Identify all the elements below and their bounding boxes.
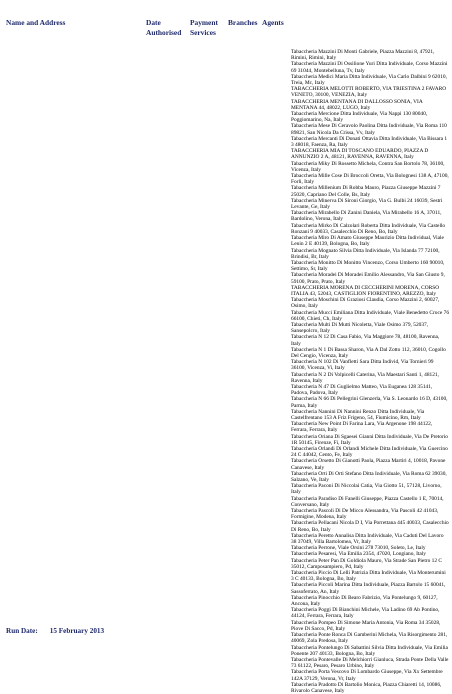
agent-entry: Tabaccheria Mese Di Ceravolo Paolina Ditta Individuale, Via Roma 110 89821, San Nicola Da Crissa, Vv, Italy: [291, 123, 447, 136]
agent-entry: TABACCHERIA MENTANA DI DALLOSSO SONIA, VIA MENTANA 44, 48022, LUGO, Italy: [291, 98, 423, 111]
agent-entry: Tabaccheria Peter Pan Di Goldiola Mauro, Via Strade San Pietro 12 C 35012, Camposampiero, Pd, Italy: [291, 557, 442, 570]
column-header-date-authorised: Date Authorised: [146, 18, 182, 37]
agent-entry: Tabaccheria Paradiso Di Fanelli Giuseppe, Piazza Castello 1 E, 70014, Conversano, Italy: [291, 495, 444, 508]
agent-entry: Tabaccheria Miky Di Rossetto Michela, Contra San Bortolo 78, 36100, Vicenza, Italy: [291, 160, 445, 173]
agent-entry: Tabaccheria Pellacani Nicola D I, Via Porrettana 445 40033, Casalecchio Di Reno, Bo, Italy: [291, 520, 449, 533]
agent-entry: Tabaccheria Mercione Ditta Individuale, Via Nappi 130 80040, Poggiomarino, Na, Italy: [291, 111, 428, 124]
run-date-value: 15 February 2013: [49, 627, 105, 635]
agent-entry: TABACCHERIA MIA DI TOSCANO EDUARDO, PIAZZA D ANNUNZIO 2 A, 48121, RAVENNA, RAVENNA, Italy: [291, 148, 429, 161]
agent-entry: Tabaccheria Mirko Di Calzolari Roberta Ditta Individuale, Via Castello Ronzani 9 40033, Casalecchio Di Reno, Bo, Italy: [291, 222, 446, 235]
agent-entry: Tabaccheria Moradei Di Moradei Emilio Alessandro, Via San Giusto 9, 59100, Prato, Prato, Italy: [291, 272, 445, 285]
agent-entry: Tabaccheria Pesaresi, Via Emilia 2354, 47020, Longiano, Italy: [291, 551, 426, 558]
agent-entry: Tabaccheria Mazzini Di Ossilione Yuri Ditta Individuale, Corso Mazzini 69 31044, Montebelluna, Tv, Italy: [291, 61, 448, 74]
agent-entry: Tabaccheria Mille Cose Di Broccoli Oretta, Via Bolognesi 138 A, 47100, Forli, Italy: [291, 173, 449, 186]
agent-entry: Tabaccheria Pascoli Di De Micco Alessandra, Via Pascoli 42 41043, Formigine, Modena, Italy: [291, 508, 439, 521]
column-header-agents: Agents: [262, 18, 284, 27]
agent-entry: Tabaccheria Mercanti Di Donati Ottavia Ditta Individuale, Via Bissara 1 3 48018, Faenza, Ra, Italy: [291, 135, 448, 149]
agent-entry: Tabaccheria N 1 Di Bassa Sharon, Via A Dal Zotto 112, 36010, Cogollo Del Cengio, Vicenza, Italy: [291, 346, 446, 359]
agent-entry: Tabaccheria Mirabello Di Zanini Daniela, Via Mirabello 16 A, 37011, Bardolino, Verona, Italy: [291, 210, 442, 223]
agent-entry: Tabaccheria Peretto Annalisa Ditta Individuale, Via Caduti Del Lavoro 38 37049, Villa Bartolomea, Vr, Italy: [291, 532, 444, 546]
agents-list: [291, 49, 449, 694]
agent-entry: Tabaccheria N 102 Di Vanfletti Sara Ditta Individ, Via Tornieri 99 36100, Vicenza, Vi, Italy: [291, 359, 434, 372]
agent-entry: Tabaccheria Piccoli Marina Ditta Individuale, Piazza Bartolo 15 60041, Sassoferrato, An, Italy: [291, 582, 446, 595]
agent-entry: Tabaccheria Piccio Di Lelli Patrizia Ditta Individuale, Via Monterumini 3 C 40133, Bologna, Bo, Italy: [291, 570, 446, 583]
run-date: [6, 627, 104, 635]
agent-entry: Tabaccheria Porta Vescovo Di Lombardo Giuseppe, Via Xx Settembre 142A 37129, Verona, Vr, Italy: [291, 669, 443, 682]
agent-entry: Tabaccheria Multi Di Mutti Nicoletta, Viale Osimo 379, 52037, Sansepolcro, Italy: [291, 321, 429, 335]
agent-entry: Tabaccheria N 47 Di Guglielmo Matteo, Via Euganea 128 35141, Padova, Padova, Italy: [291, 383, 433, 397]
agent-entry: TABACCHERIA MELOTTI ROBERTO, VIA TRIESTINA 2 FAVARO VENETO, 30100, VENEZIA, Italy: [291, 86, 447, 99]
agent-entry: Tabaccheria Mognato Silvia Ditta Individuale, Via Islanda 77 72100, Brindisi, Br, Italy: [291, 247, 440, 260]
agent-entry: Tabaccheria Pontelungo Di Sabattini Silvia Ditta Individuale, Via Emilia Ponente 207 40133, Bologna, Bo, Italy: [291, 644, 448, 657]
agent-entry: Tabaccheria Minerva Di Sironi Giorgio, Via G. Bulbi 24 16039, Sestri Levante, Ge, Italy: [291, 197, 443, 211]
agent-entry: Tabaccheria New Point Di Farina Lara, Via Argenone 198 44122, Ferrara, Ferrara, Italy: [291, 421, 433, 434]
agent-entry: Tabaccheria Orlandi Di Orlandi Michele Ditta Individuale, Via Guercino 24 C 44042, Cento, Fe, Italy: [291, 446, 448, 459]
agent-entry: Tabaccheria Poggi Di Bianchini Michele, Via Ladino 69 Ab Pontino, 44124, Ferrara, Ferrara, Italy: [291, 607, 440, 620]
agent-entry: Tabaccheria Orsetto Di Gianotti Paola, Piazza Martiri 4, 10018, Pavone Canavese, Italy: [291, 458, 446, 471]
agent-entry: Tabaccheria Medici Maria Ditta Individuale, Via Carlo Dalbini 9 62010, Treia, Mc, Italy: [291, 73, 447, 87]
agent-entry: Tabaccheria Pinocchio Di Bearo Fabrizio, Via Pontelungo 9, 60127, Ancona, Italy: [291, 594, 438, 608]
agent-entry: Tabaccheria Nannini Di Nannini Renzo Ditta Individuale, Via Castelfrentano 153 A Friz Frigeno, 54, Fiumicino, Rm, Italy: [291, 408, 425, 421]
column-header-name-address: Name and Address: [6, 18, 66, 27]
agent-entry: TABACCHERIA MORENA DI CECCHERINI MORENA, CORSO ITALIA 43, 52043, CASTIGLION FIORENTINO, AREZZO, Italy: [291, 284, 440, 297]
agent-entry: Tabaccheria Millenium Di Robba Mauro, Piazza Giuseppe Mazzini 7 25020, Capriano Del Colle, Bs, Italy: [291, 185, 441, 198]
agent-entry: Tabaccheria N 2 Di Volpicelli Caterina, Via Maestari Santi 1, 48121, Ravenna, Italy: [291, 371, 439, 384]
agent-entry: Tabaccheria N 12 Di Casa Fabio, Via Maggiore 78, 48100, Ravenna, Italy: [291, 334, 440, 347]
agent-entry: Tabaccheria Miro Di Amato Giuseppe Maurizio Ditta Individual, Viale Lenin 2 E 40139, Bologna, Bo, Italy: [291, 235, 444, 248]
column-header-branches: Branches: [228, 18, 258, 27]
column-header-payment-services: Payment Services: [190, 18, 218, 37]
agent-entry: Tabaccheria Monitto Di Monitto Vincenzo, Corso Umberto 160 90010, Settimo, Sr, Italy: [291, 259, 445, 273]
agent-entry: Tabaccheria Moschini Di Graziosi Claudia, Corso Mazzini 2, 60027, Osimo, Italy: [291, 297, 440, 310]
agent-entry: Tabaccheria N 66 Di Pellegrini Glenzerla, Via S. Leonardo 16 D, 43100, Parma, Italy: [291, 396, 448, 409]
agent-entry: Tabaccheria Ponte Ronca Di Gamberini Michela, Via Risorgimento 281, 40069, Zola Predosa, Italy: [291, 632, 448, 645]
agent-entry: Tabaccheria Oriana Di Sgaesei Gianni Ditta Individuale, Via De Pretorio 1R 50145, Firenze, Fi, Italy: [291, 433, 448, 446]
agent-entry: Tabaccheria Mazzini Di Monti Gabriele, Piazza Mazzini 8, 47921, Rimini, Rimini, Italy: [291, 49, 435, 62]
agent-entry: Tabaccheria Perrone, Viale Orsini 278 73010, Soleto, Le, Italy: [291, 545, 426, 552]
agent-entry: Tabaccheria Orti Di Orti Stefano Ditta Individuale, Via Roma 62 39030, Salzano, Ve, Italy: [291, 470, 447, 484]
agent-entry: Tabaccheria Pradotto Di Bartolio Monica, Piazza Chiaretti 14, 10086, Rivarolo Canavese, Italy: [291, 681, 442, 694]
agent-entry: Tabaccheria Pontevalle Di Melchiorri Gianluca, Strada Ponte Della Valle 73 61122, Pesaro, Pesaro Urbino, Italy: [291, 656, 449, 670]
agent-entry: Tabaccheria Paconi Di Niccolai Catia, Via Giotto 51, 57128, Livorno, Italy: [291, 483, 442, 496]
run-date-label: Run Date:: [6, 627, 38, 635]
agent-entry: Tabaccheria Pompeo Di Simone Maria Antonia, Via Roma 34 35028, Piove Di Sacco, Pd, Italy: [291, 619, 441, 632]
agent-entry: Tabaccheria Mucci Emiliana Ditta Individuale, Viale Benedetto Croce 76 66100, Chieti, Ch, Italy: [291, 309, 450, 322]
